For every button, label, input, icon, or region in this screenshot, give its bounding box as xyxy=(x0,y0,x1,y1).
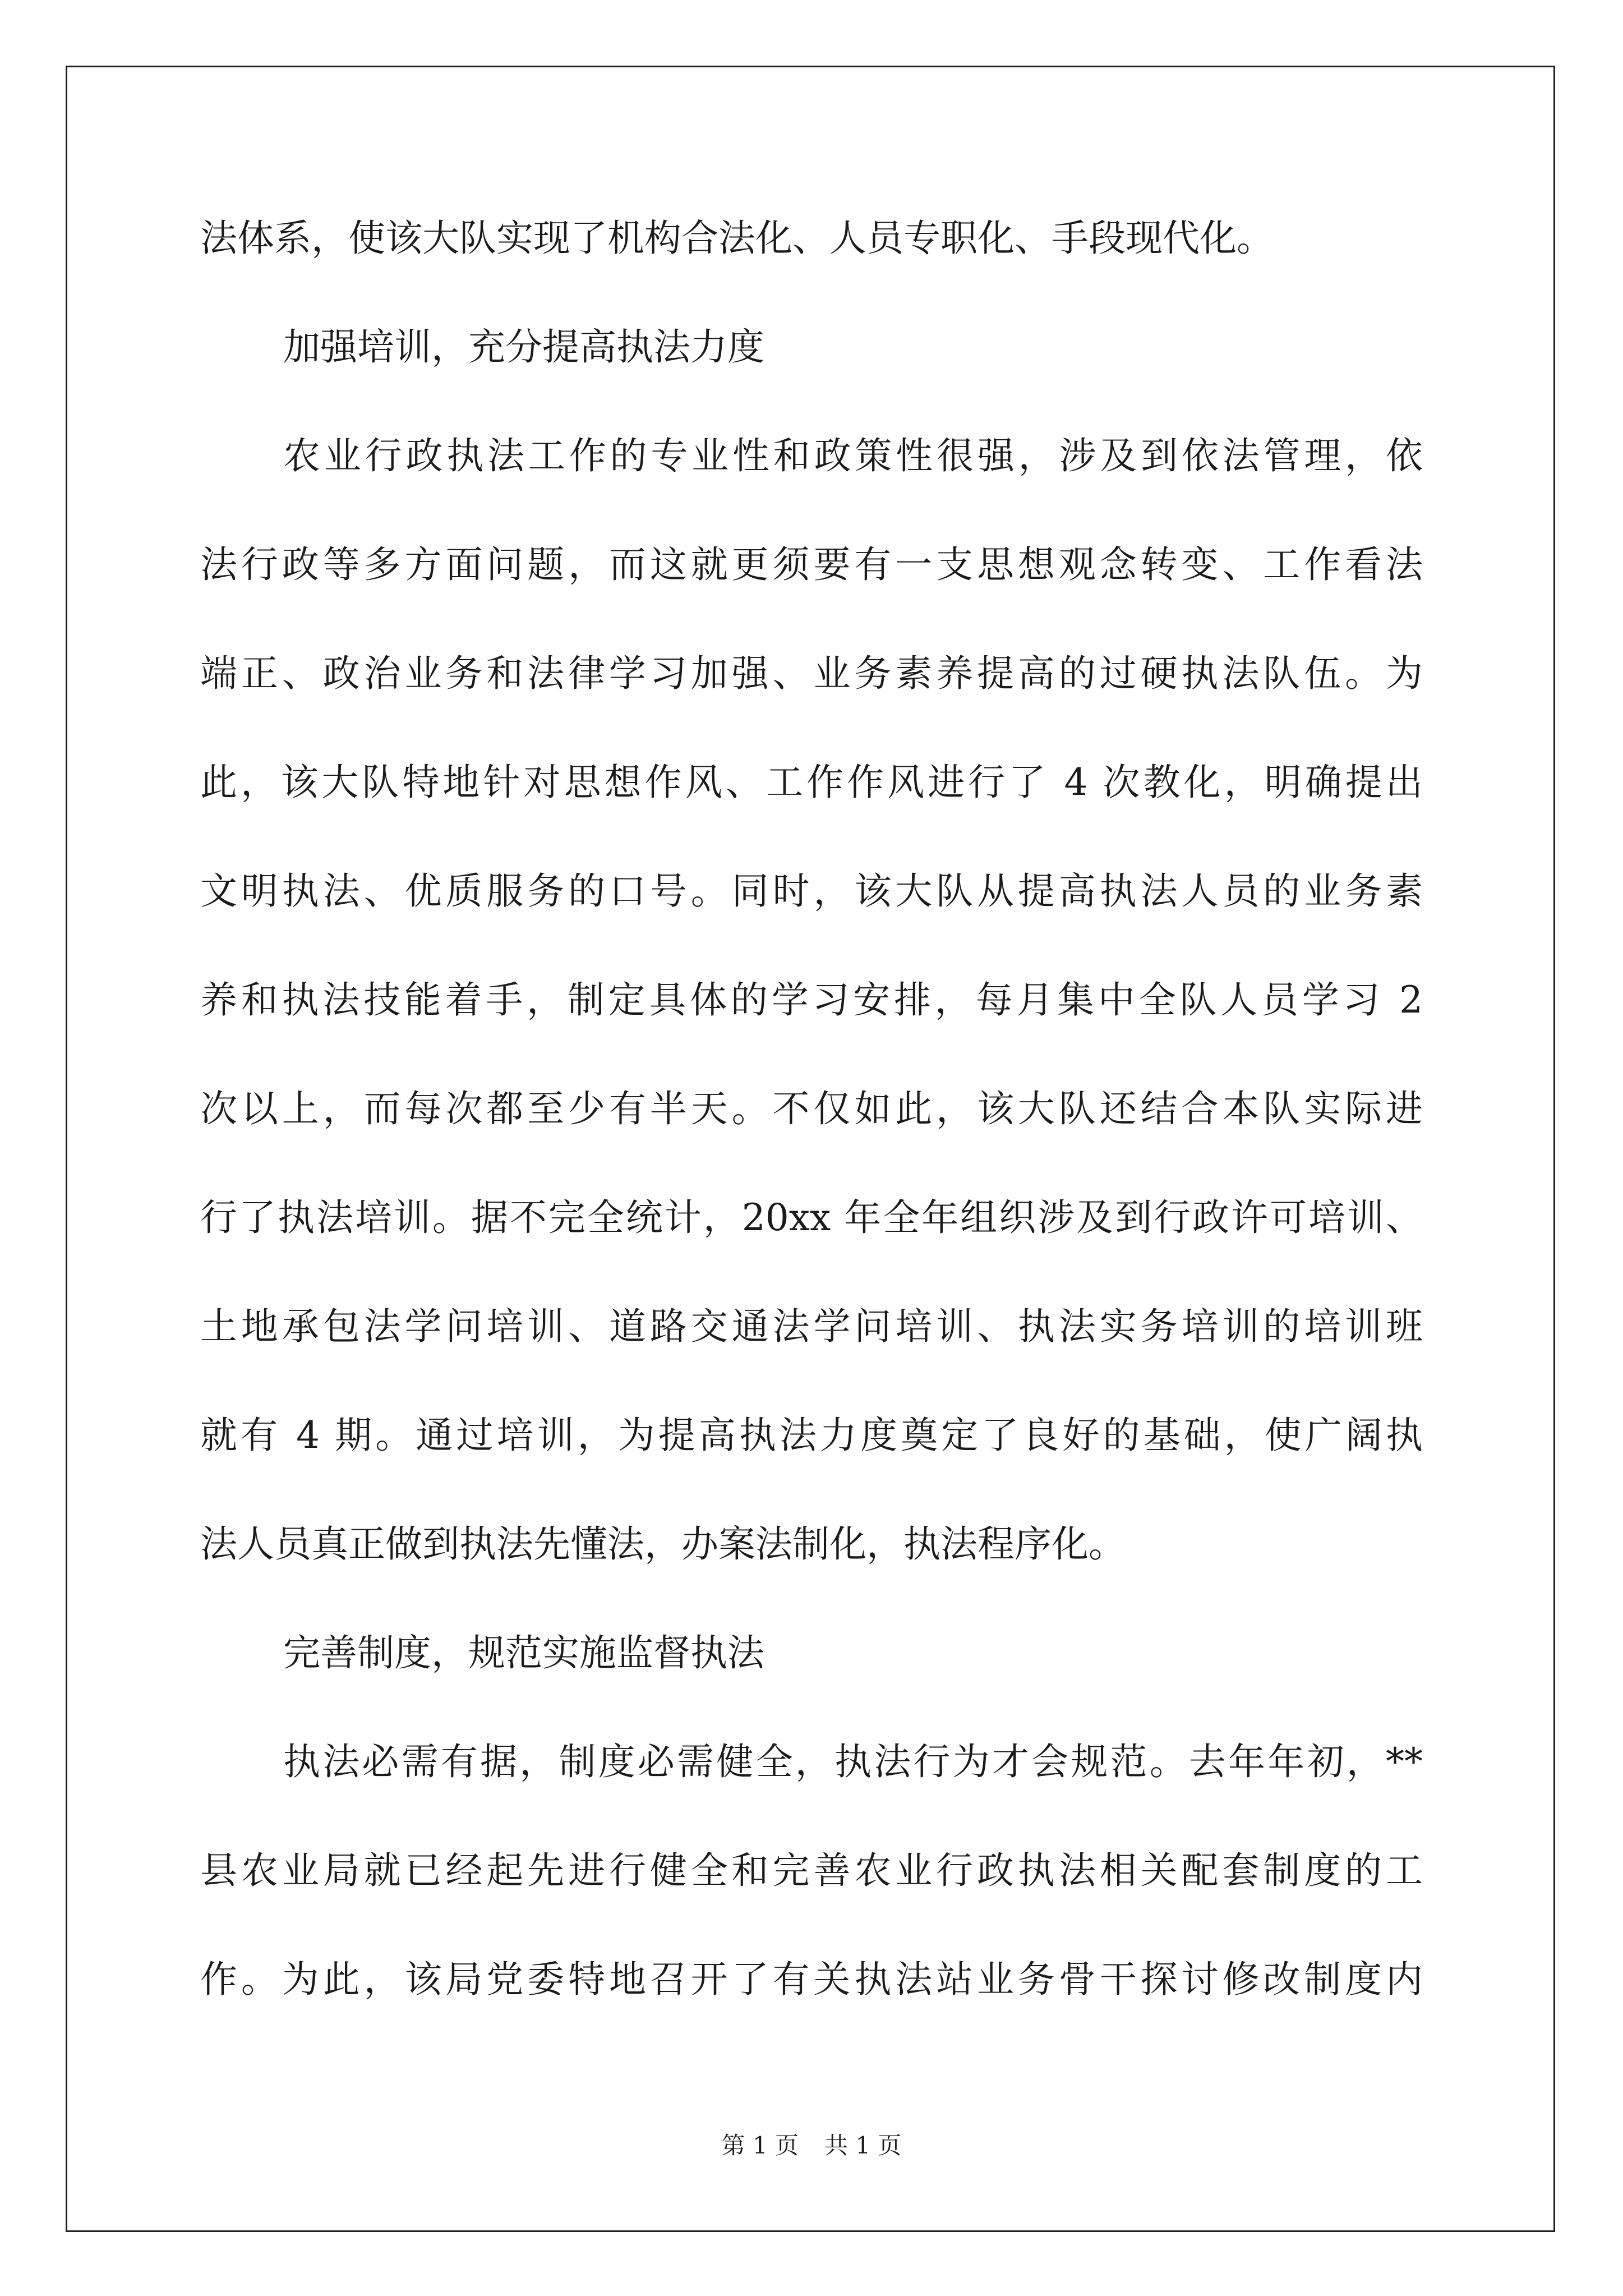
text-line: 县农业局就已经起先进行健全和完善农业行政执法相关配套制度的工 xyxy=(200,1849,1423,1892)
text-line: 农业行政执法工作的专业性和政策性很强，涉及到依法管理，依 xyxy=(283,434,1423,477)
text-line: 法人员真正做到执法先懂法，办案法制化，执法程序化。 xyxy=(200,1522,1126,1566)
section-heading: 完善制度，规范实施监督执法 xyxy=(283,1631,764,1674)
text-line: 行了执法培训。据不完全统计，20xx 年全年组织涉及到行政许可培训、 xyxy=(200,1196,1423,1239)
text-line: 端正、政治业务和法律学习加强、业务素养提高的过硬执法队伍。为 xyxy=(200,652,1423,695)
text-line: 法体系，使该大队实现了机构合法化、人员专职化、手段现代化。 xyxy=(200,217,1274,260)
text-line: 法行政等多方面问题，而这就更须要有一支思想观念转变、工作看法 xyxy=(200,543,1423,586)
text-line: 养和执法技能着手，制定具体的学习安排，每月集中全队人员学习 2 xyxy=(200,978,1423,1022)
page-footer xyxy=(0,2129,1623,2162)
text-line: 执法必需有据，制度必需健全，执法行为才会规范。去年年初，** xyxy=(283,1740,1423,1783)
section-heading: 加强培训，充分提高执法力度 xyxy=(283,325,764,369)
text-line: 土地承包法学问培训、道路交通法学问培训、执法实务培训的培训班 xyxy=(200,1305,1423,1348)
page-total: 共 1 页 xyxy=(824,2132,902,2159)
text-line: 此，该大队特地针对思想作风、工作作风进行了 4 次教化，明确提出 xyxy=(200,761,1423,804)
text-line: 文明执法、优质服务的口号。同时，该大队从提高执法人员的业务素 xyxy=(200,869,1423,913)
text-line: 作。为此，该局党委特地召开了有关执法站业务骨干探讨修改制度内 xyxy=(200,1958,1423,2001)
document-body xyxy=(200,205,1423,2055)
text-line: 次以上，而每次都至少有半天。不仅如此，该大队还结合本队实际进 xyxy=(200,1087,1423,1130)
text-line: 就有 4 期。通过培训，为提高执法力度奠定了良好的基础，使广阔执 xyxy=(200,1414,1423,1457)
page-number: 第 1 页 xyxy=(721,2132,799,2159)
